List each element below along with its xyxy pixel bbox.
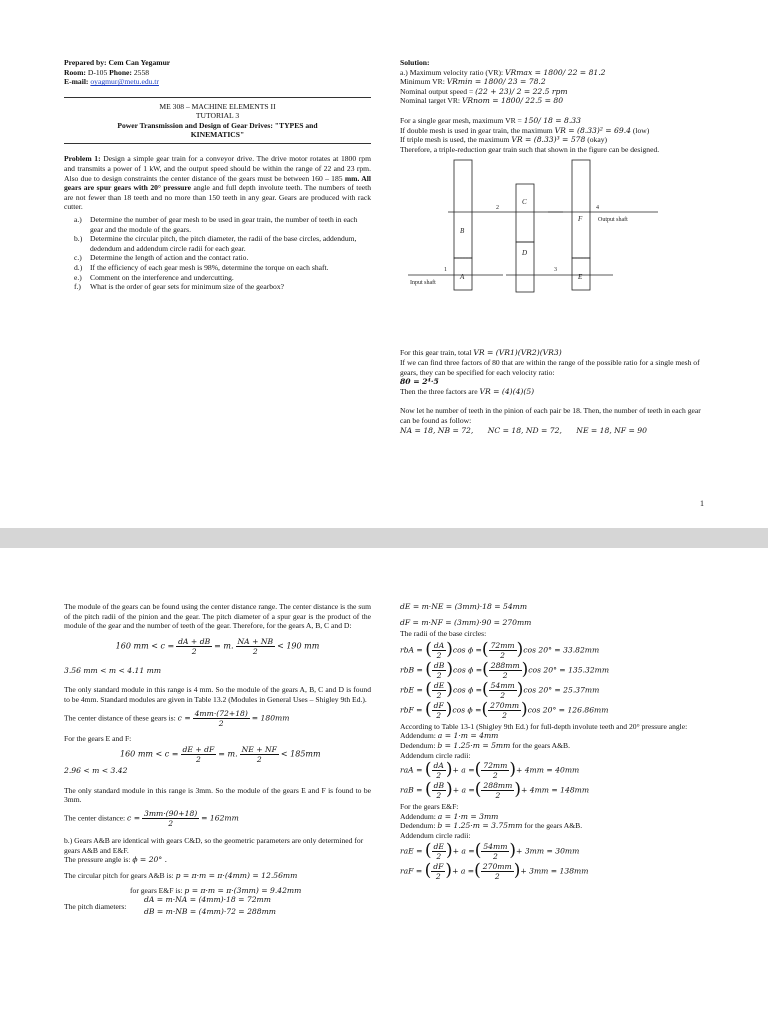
problem-part-text: Determine the length of action and the contact ratio. — [90, 253, 249, 263]
ineq-ef-right: < 185mm — [280, 749, 321, 759]
operator: + a = — [452, 866, 475, 876]
gear-a-label: A — [460, 273, 465, 282]
teeth-counts — [400, 426, 705, 436]
double-mesh-note: (low) — [630, 125, 650, 135]
total-vr-eq: VR = (VR1)(VR2)(VR3) — [473, 348, 562, 358]
page1-left-column — [64, 58, 371, 292]
radius-equation-row: raE = ( $\frac{dE}{2}$ )+ a =( $\frac{54mm}{2}$ )+ 3mm = 30mm — [400, 840, 580, 861]
for-ef-right: For the gears E&F: — [400, 802, 459, 812]
single-mesh-label: For a single gear mesh, maximum VR = — [400, 115, 524, 125]
problem-part-label: e.) — [74, 272, 82, 282]
double-mesh-label: If double mesh is used in gear train, the maximum — [400, 125, 555, 135]
addendum-radii-ab-rows — [400, 761, 705, 800]
triple-mesh-label: If triple mesh is used, the maximum — [400, 135, 512, 145]
problem-part — [74, 262, 371, 273]
course-title: ME 308 – MACHINE ELEMENTS II — [159, 101, 276, 111]
problem-part-label: c.) — [74, 253, 82, 263]
radius-result: + 4mm = 148mm — [520, 785, 590, 795]
operator: + a = — [452, 785, 475, 795]
triple-mesh-eq: VR = (8.33)³ = 578 — [511, 135, 586, 145]
radius-result: cos 20° = 135.32mm — [528, 665, 610, 675]
ineq-ef-mid: = m. — [218, 749, 238, 759]
therefore-text: Therefore, a triple-reduction gear train such that shown in the figure can be designed. — [400, 144, 660, 154]
addendum-ab-label: Addendum: — [400, 731, 438, 741]
three-factors-label: Then the three factors are — [400, 386, 480, 396]
operator: cos ϕ = — [452, 645, 482, 655]
problem-part-text: Determine the number of gear mesh to be used in gear train, the number of teeth in each gear and the module of the gears. — [90, 214, 358, 234]
problem-part-text: Comment on the interference and undercutting. — [90, 272, 234, 282]
pitch-de: dE = m·NE = (3mm)·18 = 54mm — [400, 602, 528, 611]
radius-symbol: rbF — [400, 705, 414, 715]
center-abcd-rhs: = 180mm — [251, 712, 290, 722]
input-shaft-label: Input shaft — [410, 280, 436, 287]
problem-statement: Problem 1: Design a simple gear train for a conveyor drive. The drive motor rotates at 1800 rpm and transmits a power of 1 kW, and the output speed should be within the range of 22 and 23 rpm. Also due to design constraints the center distance of the gears must be between 160 – 185 mm. All gears are spur gears with 20° pressure angle and full depth involute teeth. The numbers of teeth are not fewer than 18 teeth and no more than 150 teeth in any gear. Gears are produced with rack cutter. — [64, 154, 371, 212]
shaft-1-number: 1 — [444, 267, 447, 274]
addendum-ef-eq: a = 1·m = 3mm — [437, 811, 499, 821]
ineq-ef-left: 160 mm < c = — [120, 749, 179, 759]
ineq-abcd-left: 160 mm < c = — [115, 641, 175, 651]
ineq-abcd-mid: = m. — [214, 641, 234, 651]
dedendum-ab-note: for the gears A&B. — [510, 740, 571, 750]
operator: + a = — [452, 765, 475, 775]
radius-symbol: raB — [400, 785, 414, 795]
nominal-output-eq: (22 + 23)/ 2 = 22.5 rpm — [475, 86, 568, 96]
radius-equation-row: rbB = ( $\frac{dB}{2}$ )cos ϕ =( $\frac{288mm}{2}$ )cos 20° = 135.32mm — [400, 659, 610, 680]
phone-label: Phone: — [109, 67, 132, 77]
operator: cos ϕ = — [452, 685, 483, 695]
three-factors-text: If we can find three factors of 80 that are within the range of the possible ratio for a single mesh of gears, they can be specified for each velocity ratio: — [400, 357, 700, 377]
teeth-ab: NA = 18, NB = 72, — [400, 425, 474, 435]
center-abcd-lhs: c = — [177, 712, 191, 722]
problem-part-text: If the efficiency of each gear mesh is 98%, determine the torque on each shaft. — [90, 262, 329, 272]
operator: cos ϕ = — [453, 665, 483, 675]
email-label: E-mail: — [64, 77, 89, 87]
pressure-angle-eq: ϕ = 20° . — [132, 855, 167, 865]
single-mesh-eq: 150/ 18 = 8.33 — [523, 115, 581, 125]
total-vr-label: For this gear train, total — [400, 348, 474, 358]
nominal-output-label: Nominal output speed = — [400, 86, 476, 96]
radius-symbol: rbB — [400, 665, 415, 675]
triple-mesh-note: (okay) — [585, 135, 608, 145]
operator: cos ϕ = — [452, 705, 482, 715]
shaft-3-number: 3 — [554, 267, 557, 274]
problem-part — [74, 282, 371, 292]
pitch-db: dB = m·NB = (4mm)·72 = 288mm — [144, 906, 276, 916]
operator: + a = — [452, 846, 475, 856]
title-block — [64, 97, 371, 145]
radius-result: cos 20° = 33.82mm — [523, 645, 600, 655]
page1-right-column — [400, 58, 705, 435]
center-ef-label: The center distance: — [64, 813, 128, 823]
gear-train-figure — [408, 158, 658, 308]
problem-part — [74, 253, 371, 263]
teeth-text: Now let he number of teeth in the pinion of each pair be 18. Then, the number of teeth in each gear can be found as follow: — [400, 406, 701, 425]
radius-symbol: rbE — [400, 685, 415, 695]
page2-right-column — [400, 602, 705, 882]
circular-pitch-ef-label: for gears E&F is: — [130, 886, 185, 896]
part-b-text: b.) Gears A&B are identical with gears C&D, so the geometric parameters are only determined for gears A&B and E&F. — [64, 835, 364, 855]
problem-part-label: f.) — [74, 282, 81, 292]
radius-equation-row: rbA = ( $\frac{dA}{2}$ )cos ϕ =( $\frac{72mm}{2}$ )cos 20° = 33.82mm — [400, 639, 600, 660]
center-distance-inequality-abcd — [64, 637, 371, 656]
radius-equation-row: rbF = ( $\frac{dF}{2}$ )cos ϕ =( $\frac{270mm}{2}$ )cos 20° = 126.86mm — [400, 699, 609, 720]
pitch-df: dF = m·NF = (3mm)·90 = 270mm — [400, 617, 532, 627]
radius-equation-row: raF = ( $\frac{dF}{2}$ )+ a =( $\frac{270mm}{2}$ )+ 3mm = 138mm — [400, 860, 589, 881]
base-radii-label: The radii of the base circles: — [400, 629, 487, 639]
center-ef-frac: $\frac{3mm\cdot(90+18)}{2}$ — [143, 808, 198, 828]
shaft-2-number: 2 — [496, 205, 499, 212]
addendum-circle-ef-label: Addendum circle radii: — [400, 830, 471, 840]
base-radii-rows — [400, 641, 705, 720]
pressure-angle-label: The pressure angle is: — [64, 855, 133, 865]
for-ef-text: For the gears E and F: — [64, 733, 132, 743]
radius-symbol: raE — [400, 846, 414, 856]
min-vr-label: Minimum VR: — [400, 77, 447, 87]
max-vr-eq: VRmax = 1800/ 22 = 81.2 — [505, 67, 606, 77]
center-distance-ef — [64, 809, 371, 828]
phone-value: 2558 — [133, 67, 150, 77]
standard-module-4-text: The only standard module in this range is 4 mm. So the module of the gears A, B, C and D is found to be 4mm. Standard modules are given in Table 13.2 (Modules in General Uses – Shigley 9th Ed.). — [64, 685, 371, 704]
prepared-name: Cem Can Yegamur — [108, 58, 171, 67]
problem-part — [74, 214, 371, 234]
radius-equation-row: raA = ( $\frac{dA}{2}$ )+ a =( $\frac{72mm}{2}$ )+ 4mm = 40mm — [400, 759, 580, 781]
radius-result: + 4mm = 40mm — [515, 765, 580, 775]
nominal-vr-label: Nominal target VR: — [400, 96, 462, 106]
addendum-ab-eq: a = 1·m = 4mm — [437, 731, 499, 741]
circular-pitch-ab-label: The circular pitch for gears A&B is: — [64, 870, 176, 880]
gear-e-label: E — [578, 273, 583, 282]
three-factors-eq: VR = (4)(4)(5) — [479, 386, 535, 396]
radius-symbol: raA — [400, 765, 414, 775]
teeth-cd: NC = 18, ND = 72, — [487, 425, 562, 435]
dedendum-ef-eq: b = 1.25·m = 3.75mm — [437, 821, 523, 831]
page2-left-column — [64, 602, 371, 918]
problem-part-label: d.) — [74, 262, 83, 272]
radius-symbol: rbA — [400, 645, 414, 655]
center-ef-rhs: = 162mm — [201, 813, 239, 823]
min-vr-eq: VRmin = 1800/ 23 = 78.2 — [446, 77, 546, 87]
gear-f-label: F — [578, 215, 583, 224]
circular-pitch-ef-eq: p = π·m = π·(3mm) = 9.42mm — [184, 886, 302, 896]
max-vr-label: a.) Maximum velocity ratio (VR): — [400, 67, 506, 77]
table-text: According to Table 13-1 (Shigley 9th Ed.) for full-depth involute teeth and 20° pressure angle: — [400, 721, 688, 731]
ineq-abcd-right: < 190 mm — [277, 641, 320, 651]
problem-part-text: Determine the circular pitch, the pitch diameter, the radii of the base circles, addendum, dedendum and addendum circle radii for each gear. — [90, 234, 357, 253]
room-label: Room: — [64, 67, 86, 77]
center-abcd-frac: $\frac{4mm\cdot(72+18)}{2}$ — [194, 708, 248, 728]
problem-part — [74, 234, 371, 253]
module-text: The module of the gears can be found using the center distance range. The center distance is the sum of the pitch radii of the pinion and the gear. The pitch diameter of a spur gear is the product of the module of the gear and the number of teeth of the gear. Therefore, for the gears A, B, C and D: — [64, 602, 371, 631]
module-range-ef: 2.96 < m < 3.42 — [64, 766, 128, 776]
double-mesh-eq: VR = (8.33)² = 69.4 — [554, 125, 631, 135]
ineq-abcd-frac2: $\frac{NA + NB}{2}$ — [237, 636, 274, 656]
radius-symbol: raF — [400, 866, 414, 876]
gear-c-label: C — [522, 198, 527, 207]
problem-part-label: b.) — [74, 234, 83, 244]
tutorial-title: TUTORIAL 3 — [195, 111, 240, 121]
gear-b-label: B — [460, 227, 465, 236]
standard-module-3-text: The only standard module in this range is 3mm. So the module of the gears E and F is found to be 3mm. — [64, 785, 371, 805]
center-distance-inequality-ef — [120, 745, 371, 764]
problem-parts-list — [64, 215, 371, 292]
addendum-ef-label: Addendum: — [400, 811, 438, 821]
dedendum-ab-label: Dedendum: — [400, 740, 438, 750]
ineq-abcd-frac1: $\frac{dA + dB}{2}$ — [178, 636, 211, 656]
email-link[interactable]: oyagmur@metu.edu.tr — [90, 77, 159, 87]
ineq-ef-frac2: $\frac{NE + NF}{2}$ — [241, 745, 277, 765]
output-shaft-label: Output shaft — [598, 217, 628, 224]
dedendum-ef-note: for the gears A&B. — [522, 821, 583, 831]
nominal-vr-eq: VRnom = 1800/ 22.5 = 80 — [461, 96, 564, 106]
problem-part — [74, 272, 371, 283]
dedendum-ef-label: Dedendum: — [400, 821, 438, 831]
radius-equation-row: raB = ( $\frac{dB}{2}$ )+ a =( $\frac{288mm}{2}$ )+ 4mm = 148mm — [400, 779, 590, 801]
document-page-2 — [0, 548, 768, 1024]
circular-pitch-ab-eq: p = π·m = π·(4mm) = 12.56mm — [175, 870, 298, 880]
gear-d-label: D — [522, 249, 528, 258]
room-value: D-105 — [87, 67, 108, 77]
factor-eq: 80 = 2⁴·5 — [400, 377, 439, 387]
solution-label: Solution: — [400, 58, 430, 67]
shaft-4-number: 4 — [596, 205, 599, 212]
addendum-radii-ef-rows — [400, 842, 705, 881]
addendum-circle-ab-label: Addendum circle radii: — [400, 750, 471, 760]
radius-result: cos 20° = 126.86mm — [527, 705, 609, 715]
radius-result: + 3mm = 30mm — [516, 846, 580, 856]
radius-equation-row: rbE = ( $\frac{dE}{2}$ )cos ϕ =( $\frac{54mm}{2}$ )cos 20° = 25.37mm — [400, 679, 600, 700]
radius-result: cos 20° = 25.37mm — [523, 685, 600, 695]
topic-line-1: Power Transmission and Design of Gear Drives: "TYPES and — [117, 120, 318, 130]
problem-label: Problem 1: — [64, 154, 101, 164]
problem-part-text: What is the order of gear sets for minimum size of the gearbox? — [90, 282, 284, 292]
module-range-abcd: 3.56 mm < m < 4.11 mm — [64, 665, 162, 675]
center-distance-abcd — [64, 709, 371, 728]
pitch-diameters — [64, 896, 371, 918]
author-block — [64, 58, 371, 87]
dedendum-ab-eq: b = 1.25·m = 5mm — [437, 740, 511, 750]
pitch-da: dA = m·NA = (4mm)·18 = 72mm — [144, 894, 271, 904]
center-ef-lhs: c = — [127, 813, 141, 823]
prepared-label: Prepared by: — [64, 58, 107, 67]
topic-line-2: KINEMATICS" — [190, 130, 245, 139]
teeth-ef: NE = 18, NF = 90 — [576, 425, 647, 435]
page-number: 1 — [700, 499, 704, 508]
problem-part-label: a.) — [74, 214, 82, 224]
radius-result: + 3mm = 138mm — [520, 866, 589, 876]
center-abcd-label: The center distance of these gears is: — [64, 712, 178, 722]
ineq-ef-frac1: $\frac{dE + dF}{2}$ — [182, 745, 215, 765]
pitch-diameters-label: The pitch diameters: — [64, 901, 127, 911]
